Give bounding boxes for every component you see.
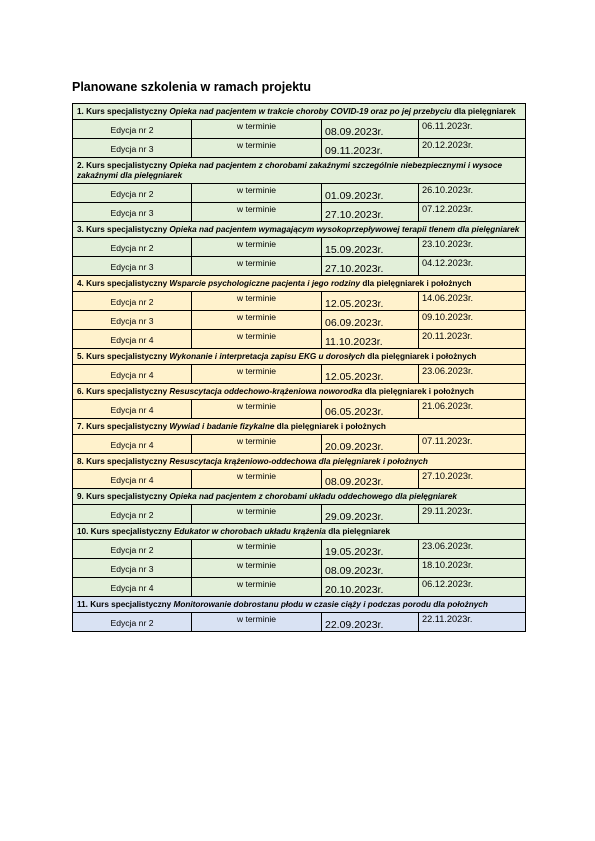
- course-prefix: Kurs specjalistyczny: [86, 352, 168, 361]
- course-header-row: [73, 104, 526, 120]
- course-number: 2.: [77, 161, 84, 170]
- edition-start-date: 20.09.2023r.: [322, 435, 419, 454]
- course-header-row: [73, 222, 526, 238]
- course-prefix: Kurs specjalistyczny: [86, 107, 168, 116]
- edition-label: Edycja nr 4: [73, 578, 192, 597]
- edition-label: Edycja nr 3: [73, 257, 192, 276]
- edition-row: [73, 257, 526, 276]
- edition-label: Edycja nr 4: [73, 330, 192, 349]
- course-name: Resuscytacja krążeniowo-oddechowa dla pielęgniarek i położnych: [169, 457, 428, 466]
- course-suffix: dla pielęgniarek i położnych: [367, 352, 477, 361]
- edition-end-date: 29.11.2023r.: [419, 505, 526, 524]
- edition-row: [73, 470, 526, 489]
- edition-end-date: 09.10.2023r.: [419, 311, 526, 330]
- course-title: [73, 104, 526, 120]
- edition-row: [73, 578, 526, 597]
- edition-label: Edycja nr 2: [73, 120, 192, 139]
- edition-term-label: w terminie: [192, 540, 322, 559]
- edition-start-date: 06.05.2023r.: [322, 400, 419, 419]
- course-number: 5.: [77, 352, 84, 361]
- edition-row: [73, 238, 526, 257]
- course-header-row: [73, 276, 526, 292]
- edition-end-date: 23.06.2023r.: [419, 365, 526, 384]
- edition-label: Edycja nr 2: [73, 238, 192, 257]
- course-prefix: Kurs specjalistyczny: [86, 422, 168, 431]
- edition-label: Edycja nr 3: [73, 311, 192, 330]
- edition-start-date: 09.11.2023r.: [322, 139, 419, 158]
- training-schedule-body: [73, 104, 526, 632]
- course-header-row: [73, 384, 526, 400]
- course-prefix: Kurs specjalistyczny: [86, 492, 168, 501]
- edition-end-date: 20.11.2023r.: [419, 330, 526, 349]
- course-title: [73, 222, 526, 238]
- edition-start-date: 11.10.2023r.: [322, 330, 419, 349]
- edition-term-label: w terminie: [192, 613, 322, 632]
- course-prefix: Kurs specjalistyczny: [86, 279, 168, 288]
- course-name: Monitorowanie dobrostanu płodu w czasie ciąży i podczas porodu dla położnych: [173, 600, 488, 609]
- edition-end-date: 06.12.2023r.: [419, 578, 526, 597]
- edition-label: Edycja nr 2: [73, 613, 192, 632]
- course-title: [73, 384, 526, 400]
- course-number: 3.: [77, 225, 84, 234]
- course-number: 11.: [77, 600, 88, 609]
- edition-term-label: w terminie: [192, 400, 322, 419]
- edition-start-date: 19.05.2023r.: [322, 540, 419, 559]
- edition-start-date: 01.09.2023r.: [322, 184, 419, 203]
- edition-end-date: 21.06.2023r.: [419, 400, 526, 419]
- course-header-row: [73, 158, 526, 184]
- edition-term-label: w terminie: [192, 435, 322, 454]
- edition-term-label: w terminie: [192, 139, 322, 158]
- edition-term-label: w terminie: [192, 184, 322, 203]
- course-title: [73, 489, 526, 505]
- edition-end-date: 07.11.2023r.: [419, 435, 526, 454]
- edition-label: Edycja nr 4: [73, 435, 192, 454]
- edition-term-label: w terminie: [192, 505, 322, 524]
- edition-row: [73, 365, 526, 384]
- edition-label: Edycja nr 3: [73, 559, 192, 578]
- edition-label: Edycja nr 2: [73, 184, 192, 203]
- edition-start-date: 12.05.2023r.: [322, 365, 419, 384]
- course-number: 4.: [77, 279, 84, 288]
- edition-start-date: 20.10.2023r.: [322, 578, 419, 597]
- edition-end-date: 18.10.2023r.: [419, 559, 526, 578]
- edition-label: Edycja nr 2: [73, 540, 192, 559]
- edition-end-date: 23.06.2023r.: [419, 540, 526, 559]
- course-suffix: dla pielęgniarek: [328, 527, 391, 536]
- edition-row: [73, 435, 526, 454]
- edition-term-label: w terminie: [192, 292, 322, 311]
- edition-start-date: 15.09.2023r.: [322, 238, 419, 257]
- course-title: [73, 419, 526, 435]
- course-number: 7.: [77, 422, 84, 431]
- edition-end-date: 06.11.2023r.: [419, 120, 526, 139]
- course-name: Opieka nad pacjentem w trakcie choroby COVID-19 oraz po jej przebyciu: [169, 107, 452, 116]
- edition-row: [73, 613, 526, 632]
- course-prefix: Kurs specjalistyczny: [86, 457, 168, 466]
- course-title: [73, 454, 526, 470]
- edition-term-label: w terminie: [192, 330, 322, 349]
- course-header-row: [73, 597, 526, 613]
- edition-row: [73, 139, 526, 158]
- edition-row: [73, 120, 526, 139]
- edition-row: [73, 203, 526, 222]
- edition-term-label: w terminie: [192, 365, 322, 384]
- page-title: Planowane szkolenia w ramach projektu: [72, 80, 311, 94]
- course-name: Edukator w chorobach układu krążenia: [173, 527, 326, 536]
- course-name: Opieka nad pacjentem wymagającym wysokoprzepływowej terapii tlenem dla pielęgniarek: [169, 225, 520, 234]
- edition-start-date: 08.09.2023r.: [322, 559, 419, 578]
- course-name: Wykonanie i interpretacja zapisu EKG u dorosłych: [169, 352, 365, 361]
- course-prefix: Kurs specjalistyczny: [86, 161, 168, 170]
- course-suffix: dla pielęgniarek i położnych: [362, 279, 472, 288]
- edition-row: [73, 540, 526, 559]
- edition-start-date: 27.10.2023r.: [322, 203, 419, 222]
- course-prefix: Kurs specjalistyczny: [90, 527, 172, 536]
- edition-term-label: w terminie: [192, 559, 322, 578]
- course-header-row: [73, 419, 526, 435]
- course-prefix: Kurs specjalistyczny: [86, 225, 168, 234]
- edition-end-date: 07.12.2023r.: [419, 203, 526, 222]
- course-name: Wywiad i badanie fizykalne: [169, 422, 275, 431]
- course-prefix: Kurs specjalistyczny: [90, 600, 172, 609]
- edition-row: [73, 292, 526, 311]
- course-suffix: dla pielęgniarek i położnych: [276, 422, 386, 431]
- course-header-row: [73, 349, 526, 365]
- edition-start-date: 08.09.2023r.: [322, 120, 419, 139]
- course-title: [73, 158, 526, 184]
- edition-term-label: w terminie: [192, 120, 322, 139]
- edition-start-date: 06.09.2023r.: [322, 311, 419, 330]
- edition-start-date: 22.09.2023r.: [322, 613, 419, 632]
- course-prefix: Kurs specjalistyczny: [86, 387, 168, 396]
- edition-term-label: w terminie: [192, 238, 322, 257]
- course-name: Resuscytacja oddechowo-krążeniowa noworodka: [169, 387, 363, 396]
- course-suffix: dla pielęgniarek i położnych: [364, 387, 474, 396]
- course-number: 9.: [77, 492, 84, 501]
- edition-label: Edycja nr 4: [73, 470, 192, 489]
- course-title: [73, 276, 526, 292]
- course-title: [73, 349, 526, 365]
- training-schedule-table: [72, 103, 526, 632]
- edition-term-label: w terminie: [192, 578, 322, 597]
- edition-start-date: 12.05.2023r.: [322, 292, 419, 311]
- edition-term-label: w terminie: [192, 203, 322, 222]
- edition-label: Edycja nr 4: [73, 400, 192, 419]
- course-number: 8.: [77, 457, 84, 466]
- course-title: [73, 524, 526, 540]
- edition-row: [73, 559, 526, 578]
- edition-row: [73, 330, 526, 349]
- edition-row: [73, 184, 526, 203]
- edition-label: Edycja nr 2: [73, 505, 192, 524]
- course-title: [73, 597, 526, 613]
- edition-start-date: 27.10.2023r.: [322, 257, 419, 276]
- edition-end-date: 20.12.2023r.: [419, 139, 526, 158]
- edition-term-label: w terminie: [192, 470, 322, 489]
- course-number: 1.: [77, 107, 84, 116]
- course-header-row: [73, 454, 526, 470]
- edition-label: Edycja nr 2: [73, 292, 192, 311]
- edition-row: [73, 311, 526, 330]
- course-name: Opieka nad pacjentem z chorobami układu oddechowego dla pielęgniarek: [169, 492, 457, 501]
- edition-label: Edycja nr 3: [73, 203, 192, 222]
- edition-end-date: 14.06.2023r.: [419, 292, 526, 311]
- edition-label: Edycja nr 3: [73, 139, 192, 158]
- edition-term-label: w terminie: [192, 311, 322, 330]
- course-suffix: dla pielęgniarek: [453, 107, 516, 116]
- edition-start-date: 29.09.2023r.: [322, 505, 419, 524]
- edition-end-date: 22.11.2023r.: [419, 613, 526, 632]
- edition-end-date: 27.10.2023r.: [419, 470, 526, 489]
- course-header-row: [73, 489, 526, 505]
- edition-row: [73, 400, 526, 419]
- edition-start-date: 08.09.2023r.: [322, 470, 419, 489]
- edition-label: Edycja nr 4: [73, 365, 192, 384]
- course-number: 10.: [77, 527, 89, 536]
- course-name: Wsparcie psychologiczne pacjenta i jego rodziny: [169, 279, 361, 288]
- course-number: 6.: [77, 387, 84, 396]
- edition-end-date: 04.12.2023r.: [419, 257, 526, 276]
- course-header-row: [73, 524, 526, 540]
- edition-end-date: 26.10.2023r.: [419, 184, 526, 203]
- course-name: Opieka nad pacjentem z chorobami zakaźnymi szczególnie niebezpiecznymi i wysoce zakaźnymi dla pielęgniarek: [77, 161, 503, 180]
- edition-row: [73, 505, 526, 524]
- edition-end-date: 23.10.2023r.: [419, 238, 526, 257]
- edition-term-label: w terminie: [192, 257, 322, 276]
